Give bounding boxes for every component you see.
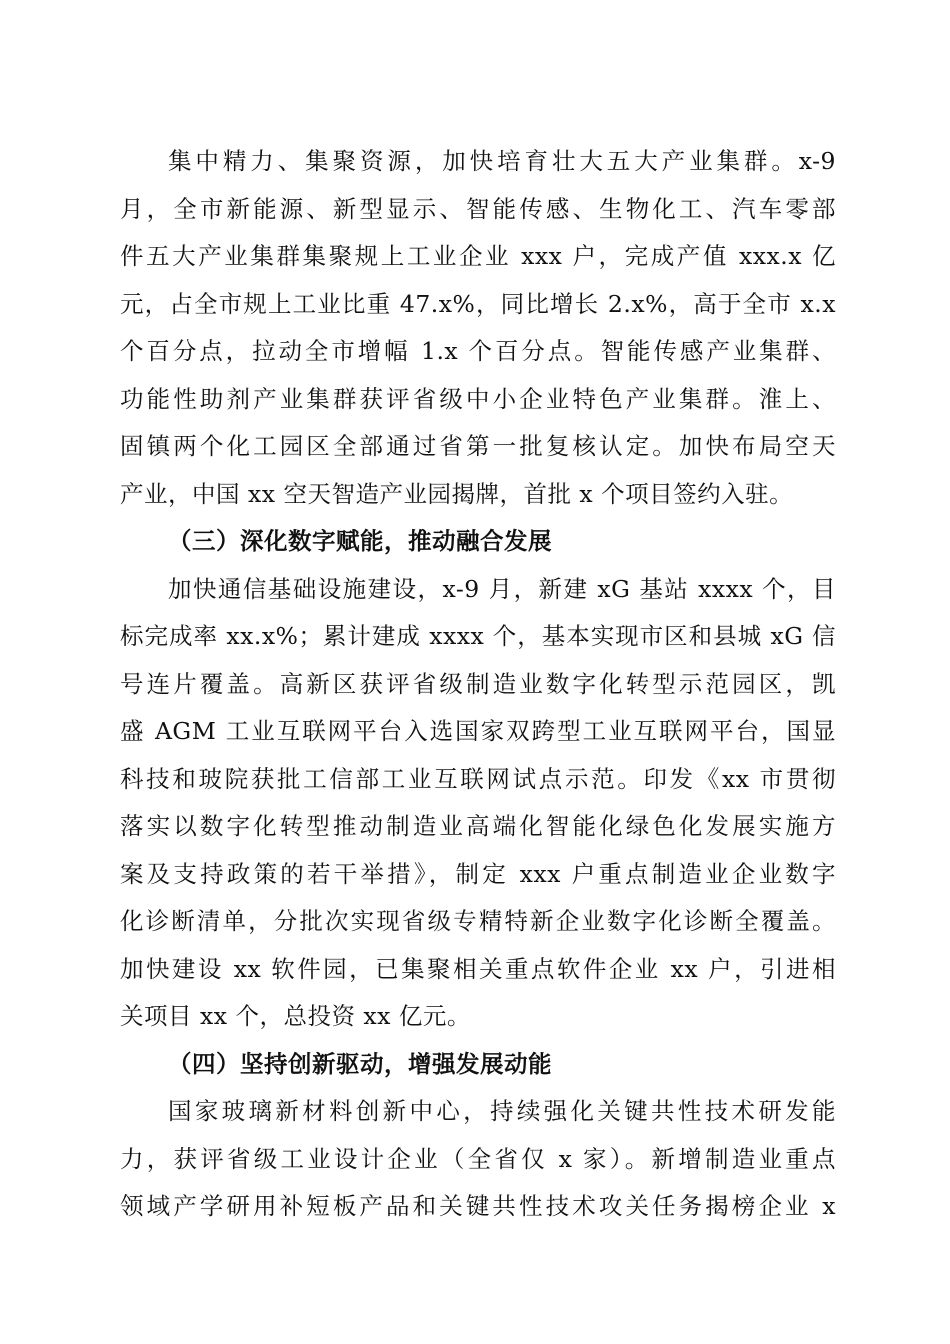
paragraph-line: 标完成率 xx.x%；累计建成 xxxx 个，基本实现市区和县城 xG 信 <box>120 622 836 650</box>
paragraph-line: 案及支持政策的若干举措》，制定 xxx 户重点制造业企业数字 <box>120 859 836 888</box>
section-heading-4: （四）坚持创新驱动，增强发展动能 <box>168 1049 552 1078</box>
paragraph-line: 加快通信基础设施建设，x-9 月，新建 xG 基站 xxxx 个，目 <box>168 574 836 603</box>
paragraph-line: 化诊断清单，分批次实现省级专精特新企业数字化诊断全覆盖。 <box>120 907 836 935</box>
paragraph-line: 关项目 xx 个，总投资 xx 亿元。 <box>120 1002 471 1030</box>
paragraph-line: 集中精力、集聚资源，加快培育壮大五大产业集群。x-9 <box>168 147 836 175</box>
paragraph-line: 号连片覆盖。高新区获评省级制造业数字化转型示范园区，凯 <box>120 669 836 698</box>
paragraph-line: 个百分点，拉动全市增幅 1.x 个百分点。智能传感产业集群、 <box>120 337 836 365</box>
section-heading-3: （三）深化数字赋能，推动融合发展 <box>168 527 552 555</box>
paragraph-line: 固镇两个化工园区全部通过省第一批复核认定。加快布局空天 <box>120 432 836 460</box>
paragraph-line: 元，占全市规上工业比重 47.x%，同比增长 2.x%，高于全市 x.x <box>120 289 836 318</box>
paragraph-line: 科技和玻院获批工信部工业互联网试点示范。印发《xx 市贯彻 <box>120 764 836 793</box>
paragraph-line: 功能性助剂产业集群获评省级中小企业特色产业集群。淮上、 <box>120 384 836 413</box>
paragraph-line: 领域产学研用补短板产品和关键共性技术攻关任务揭榜企业 x <box>120 1192 836 1220</box>
paragraph-industrial-clusters <box>120 138 836 518</box>
paragraph-line: 力，获评省级工业设计企业（全省仅 x 家）。新增制造业重点 <box>120 1144 836 1173</box>
paragraph-line: 加快建设 xx 软件园，已集聚相关重点软件企业 xx 户，引进相 <box>120 954 836 983</box>
paragraph-digital-empowerment <box>120 566 836 1041</box>
paragraph-line: 月，全市新能源、新型显示、智能传感、生物化工、汽车零部 <box>120 194 836 223</box>
paragraph-line: 国家玻璃新材料创新中心，持续强化关键共性技术研发能 <box>168 1097 836 1125</box>
paragraph-line: 落实以数字化转型推动制造业高端化智能化绿色化发展实施方 <box>120 812 836 840</box>
paragraph-line: 产业，中国 xx 空天智造产业园揭牌，首批 x 个项目签约入驻。 <box>120 479 794 508</box>
paragraph-line: 件五大产业集群集聚规上工业企业 xxx 户，完成产值 xxx.x 亿 <box>120 242 836 270</box>
paragraph-line: 盛 AGM 工业互联网平台入选国家双跨型工业互联网平台，国显 <box>120 717 836 745</box>
document-body <box>120 138 836 1231</box>
paragraph-innovation <box>120 1088 836 1231</box>
